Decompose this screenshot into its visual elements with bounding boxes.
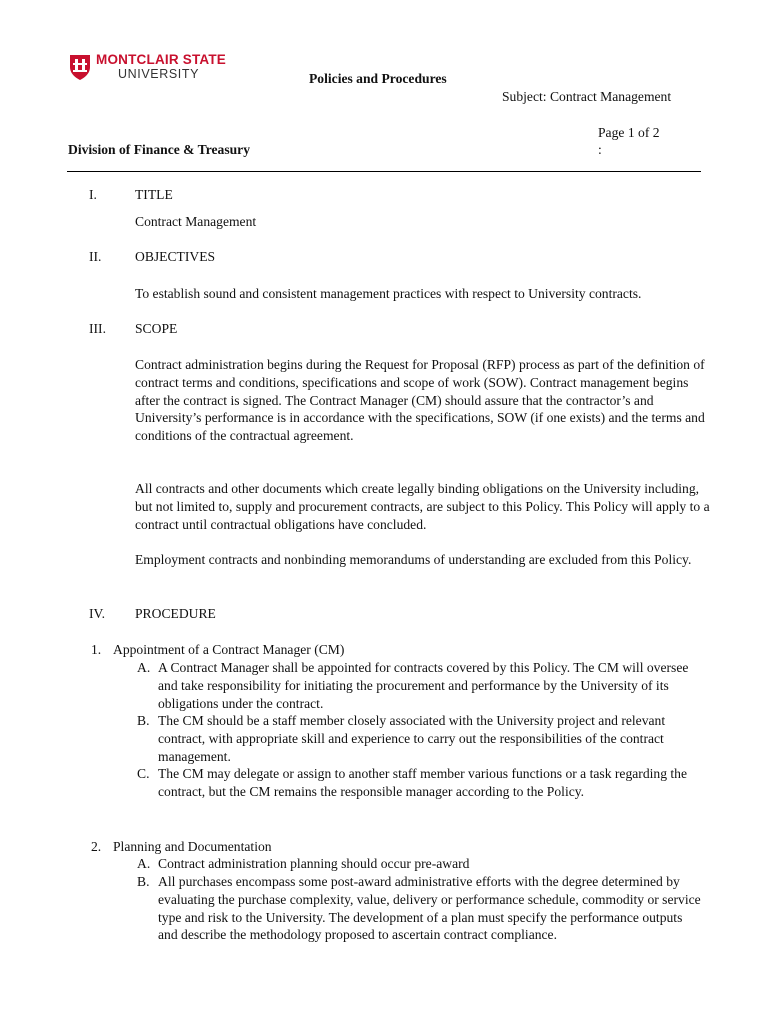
division-name: Division of Finance & Treasury	[68, 142, 251, 157]
sub-item-text: The CM should be a staff member closely associated with the University project and relevant contract, with appropriate skill and experience to carry out the responsibilities of the contract management.	[158, 713, 666, 764]
logo-line-1: MONTCLAIR STATE	[96, 52, 226, 67]
scope-paragraph-1: Contract administration begins during the Request for Proposal (RFP) process as part of the definition of contract terms and conditions, specifications and scope of work (SOW). Contract management begins after the contract is signed. The Contract Manager (CM) should assure that the contractor’s and University’s performance is in accordance with the specifications, SOW (if one exists) and the terms and conditions of the contractual agreement.	[135, 357, 705, 444]
procedure-item-number: 2.	[91, 839, 102, 854]
section-heading-scope: SCOPE	[135, 321, 178, 336]
sub-item-letter: A.	[137, 660, 151, 675]
section-heading-objectives: OBJECTIVES	[135, 249, 216, 264]
university-logo	[68, 52, 228, 82]
title-text: Contract Management	[135, 214, 257, 229]
section-heading-title: TITLE	[135, 187, 173, 202]
section-number-i: I.	[89, 187, 97, 202]
procedure-item-label: Appointment of a Contract Manager (CM)	[113, 642, 345, 657]
sub-item-text: A Contract Manager shall be appointed for contracts covered by this Policy. The CM will oversee and take responsibility for initiating the procurement and performance by the University of its obligations under the contract.	[158, 660, 689, 711]
logo-line-2: UNIVERSITY	[118, 67, 200, 81]
subject-line: Subject: Contract Management	[502, 89, 672, 104]
sub-item-text: Contract administration planning should occur pre-award	[158, 856, 470, 871]
procedure-item-number: 1.	[91, 642, 102, 657]
header-rule	[67, 171, 701, 172]
sub-item-text: All purchases encompass some post-award administrative efforts with the degree determined by evaluating the purchase complexity, value, delivery or performance schedule, commodity or service type and risk to the University. The development of a plan must specify the performance outputs and describe the methodology proposed to ascertain contract compliance.	[158, 874, 701, 943]
sub-item-letter: A.	[137, 856, 151, 871]
section-number-iii: III.	[89, 321, 106, 336]
page-number: Page 1 of 2	[598, 125, 660, 140]
sub-item-letter: B.	[137, 713, 150, 728]
sub-item-letter: B.	[137, 874, 150, 889]
shield-icon	[68, 53, 92, 81]
scope-paragraph-3: Employment contracts and nonbinding memorandums of understanding are excluded from this Policy.	[135, 552, 692, 567]
section-number-iv: IV.	[89, 606, 105, 621]
document-title: Policies and Procedures	[309, 71, 447, 86]
scope-paragraph-2: All contracts and other documents which create legally binding obligations on the University including, but not limited to, supply and procurement contracts, are subject to this Policy. This Policy will apply to a contract until contractual obligations have concluded.	[135, 481, 710, 532]
section-heading-procedure: PROCEDURE	[135, 606, 216, 621]
section-number-ii: II.	[89, 249, 102, 264]
objectives-text: To establish sound and consistent management practices with respect to University contracts.	[135, 286, 642, 301]
sub-item-text: The CM may delegate or assign to another staff member various functions or a task regarding the contract, but the CM remains the responsible manager according to the Policy.	[158, 766, 687, 799]
procedure-item-label: Planning and Documentation	[113, 839, 272, 854]
page-colon: :	[598, 142, 602, 157]
sub-item-letter: C.	[137, 766, 150, 781]
